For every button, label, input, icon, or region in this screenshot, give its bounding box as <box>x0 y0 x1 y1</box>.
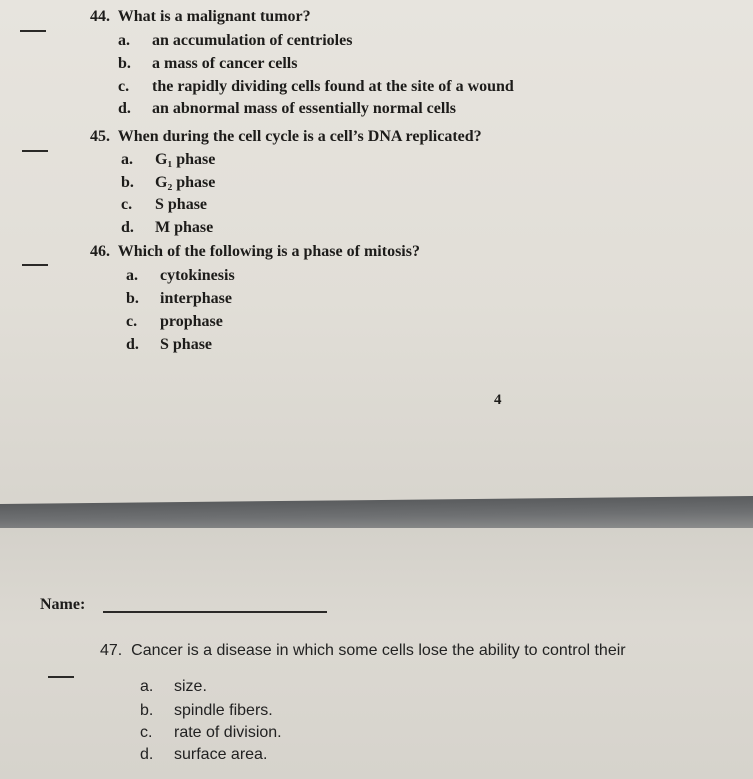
option-47a <box>140 678 207 696</box>
name-field-line[interactable] <box>103 611 327 613</box>
option-text: an accumulation of centrioles <box>152 32 353 49</box>
option-text: interphase <box>160 290 232 307</box>
option-44a <box>118 32 352 50</box>
question-text: Cancer is a disease in which some cells lose the ability to control their <box>131 642 626 659</box>
option-text: cytokinesis <box>160 267 235 284</box>
option-letter: c. <box>121 196 133 213</box>
question-44 <box>90 8 311 26</box>
option-text: G₁ phase <box>155 151 216 168</box>
answer-blank-44[interactable] <box>20 30 46 32</box>
option-letter: a. <box>140 678 154 695</box>
answer-blank-47[interactable] <box>48 676 74 678</box>
option-text: a mass of cancer cells <box>152 55 298 72</box>
question-number: 44. <box>90 8 110 25</box>
question-46 <box>90 243 420 261</box>
option-text: an abnormal mass of essentially normal cells <box>152 100 456 117</box>
question-number: 47. <box>100 642 123 659</box>
option-letter: c. <box>118 78 130 95</box>
option-letter: a. <box>126 267 138 284</box>
option-letter: d. <box>121 219 134 236</box>
option-45a <box>121 151 215 169</box>
option-46a <box>126 267 235 285</box>
option-letter: d. <box>140 746 154 763</box>
option-text: S phase <box>160 336 213 353</box>
option-44c <box>118 78 514 96</box>
option-letter: a. <box>121 151 133 168</box>
option-letter: c. <box>140 724 153 741</box>
option-letter: b. <box>140 702 154 719</box>
question-text: When during the cell cycle is a cell’s DNA replicated? <box>117 128 482 145</box>
option-text: prophase <box>160 313 223 330</box>
option-text: S phase <box>155 196 208 213</box>
option-44b <box>118 55 297 73</box>
option-text: M phase <box>155 219 214 236</box>
option-44d <box>118 100 456 118</box>
option-letter: b. <box>126 290 139 307</box>
answer-blank-45[interactable] <box>22 150 48 152</box>
option-letter: d. <box>126 336 139 353</box>
question-number: 46. <box>90 243 110 260</box>
question-number: 45. <box>90 128 110 145</box>
option-letter: a. <box>118 32 130 49</box>
option-45d <box>121 219 213 237</box>
question-47 <box>100 642 626 660</box>
option-47c <box>140 724 282 742</box>
answer-blank-46[interactable] <box>22 264 48 266</box>
option-letter: d. <box>118 100 131 117</box>
option-text: rate of division. <box>174 724 282 741</box>
page-number: 4 <box>494 392 502 408</box>
option-letter: b. <box>121 174 134 191</box>
question-text: Which of the following is a phase of mitosis? <box>117 243 420 260</box>
option-45b <box>121 174 215 192</box>
option-46c <box>126 313 223 331</box>
option-45c <box>121 196 207 214</box>
question-45 <box>90 128 482 146</box>
option-46b <box>126 290 232 308</box>
question-text: What is a malignant tumor? <box>117 8 311 25</box>
option-text: G₂ phase <box>155 174 216 191</box>
name-label: Name: <box>40 596 86 613</box>
option-47d <box>140 746 267 764</box>
option-letter: b. <box>118 55 131 72</box>
option-47b <box>140 702 273 720</box>
option-46d <box>126 336 212 354</box>
option-text: spindle fibers. <box>174 702 273 719</box>
option-text: surface area. <box>174 746 268 763</box>
option-text: size. <box>174 678 207 695</box>
option-text: the rapidly dividing cells found at the site of a wound <box>152 78 514 95</box>
option-letter: c. <box>126 313 138 330</box>
